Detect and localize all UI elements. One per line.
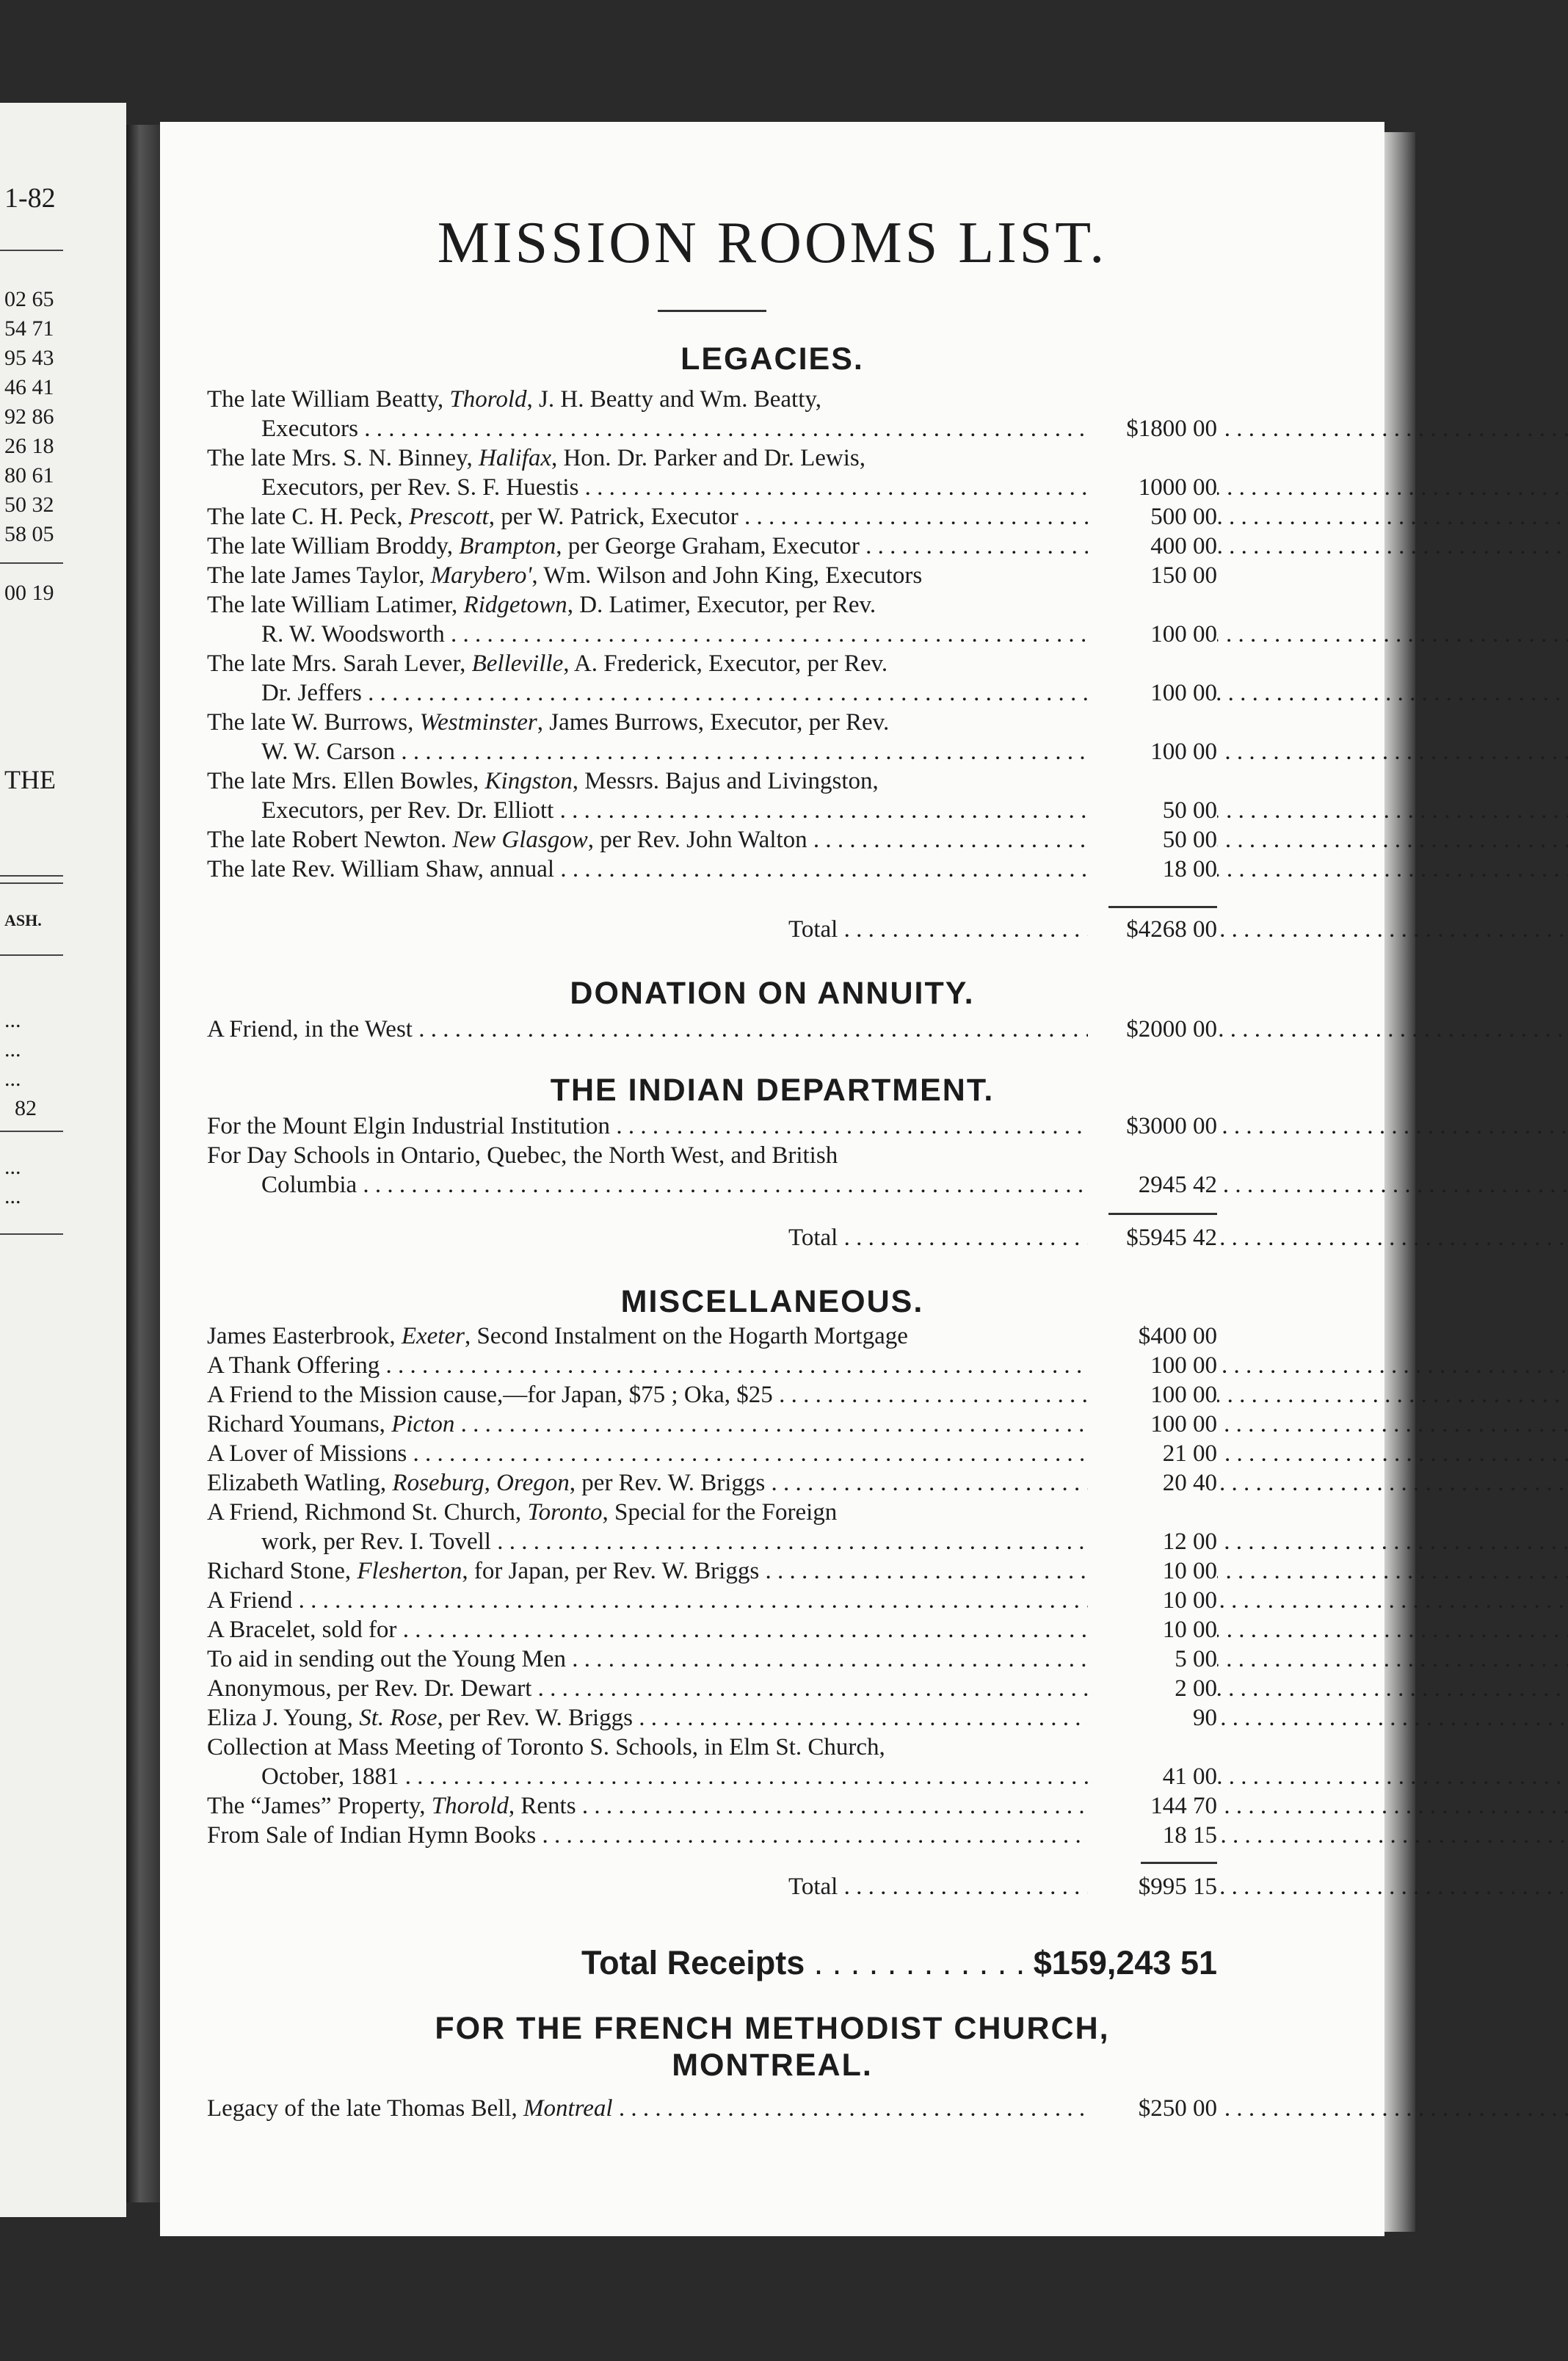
- amount: 90: [1088, 1703, 1217, 1733]
- amount: 50 00: [1088, 825, 1217, 855]
- amount: 500 00: [1088, 502, 1217, 532]
- place-name: Marybero': [430, 562, 532, 589]
- list-item: The late William Broddy, Brampton, per George Graham, Executor . . . 400 00: [207, 532, 1217, 561]
- list-item: A Friend to the Mission cause,—for Japan, $75 ; Oka, $25 . . . 100 00: [207, 1380, 1217, 1410]
- total-label: Total . . .: [788, 915, 1568, 944]
- amount: 144 70: [1088, 1791, 1217, 1821]
- amount: 1000 00: [1088, 473, 1217, 502]
- miscellaneous-heading: MISCELLANEOUS.: [620, 1284, 924, 1319]
- facing-page-header: 1-82: [4, 183, 56, 214]
- list-item: For the Mount Elgin Industrial Institution . . . $3000 00: [207, 1111, 1217, 1141]
- facing-page-number: 95 43: [4, 346, 54, 370]
- facing-page-dots: ...: [4, 1184, 21, 1208]
- list-item: A Friend . . . 10 00: [207, 1586, 1217, 1615]
- amount: 2945 42: [1088, 1170, 1217, 1200]
- list-item: Elizabeth Watling, Roseburg, Oregon, per Rev. W. Briggs . . . 20 40: [207, 1468, 1217, 1498]
- amount: 100 00: [1088, 1410, 1217, 1439]
- list-item: Legacy of the late Thomas Bell, Montreal . . . $250 00: [207, 2094, 1217, 2123]
- place-name: Brampton: [459, 533, 556, 559]
- amount: $250 00: [1088, 2094, 1217, 2123]
- amount: 10 00: [1088, 1615, 1217, 1644]
- list-item: R. W. Woodsworth . . . 100 00: [207, 620, 1217, 649]
- place-name: Roseburg, Oregon: [392, 1470, 570, 1496]
- place-name: New Glasgow: [452, 827, 588, 853]
- facing-page-dots: ...: [4, 1037, 21, 1062]
- place-name: Halifax: [478, 445, 551, 471]
- amount: $1800 00: [1088, 414, 1217, 443]
- amount: 12 00: [1088, 1527, 1217, 1556]
- total-receipts-amount: $159,243 51: [1029, 1943, 1217, 1984]
- facing-page-number: 54 71: [4, 316, 54, 341]
- place-name: Prescott: [408, 504, 489, 530]
- sum-rule: [1108, 906, 1217, 908]
- facing-page-rule: [0, 562, 63, 564]
- facing-page-rule: [0, 1131, 63, 1132]
- facing-page-fragment: [0, 103, 126, 2217]
- facing-page-number: 50 32: [4, 493, 54, 517]
- amount: 150 00: [1088, 561, 1217, 590]
- list-item: The “James” Property, Thorold, Rents . . . 144 70: [207, 1791, 1217, 1821]
- facing-page-number: 26 18: [4, 434, 54, 458]
- place-name: Ridgetown: [463, 592, 567, 618]
- place-name: Westminster: [419, 709, 537, 736]
- list-item: Richard Stone, Flesherton, for Japan, per Rev. W. Briggs . . . 10 00: [207, 1556, 1217, 1586]
- amount: 100 00: [1088, 737, 1217, 766]
- legacies-total-row: [207, 915, 1217, 944]
- place-name: St. Rose: [359, 1705, 438, 1731]
- donation-heading: DONATION ON ANNUITY.: [570, 976, 975, 1011]
- facing-page-subtotal: 00 19: [4, 581, 54, 605]
- total-label: Total . . .: [788, 1223, 1568, 1252]
- amount: 18 15: [1088, 1821, 1217, 1850]
- facing-page-word: THE: [4, 765, 56, 794]
- amount: 18 00: [1088, 855, 1217, 884]
- place-name: Thorold: [431, 1793, 509, 1819]
- facing-page-cash: ASH.: [4, 911, 42, 929]
- list-item: A Thank Offering . . . 100 00: [207, 1351, 1217, 1380]
- list-item: A Friend, in the West . . . $2000 00: [207, 1015, 1217, 1044]
- facing-page-number: 46 41: [4, 375, 54, 399]
- list-item: Eliza J. Young, St. Rose, per Rev. W. Briggs . . . 90: [207, 1703, 1217, 1733]
- amount: 41 00: [1088, 1762, 1217, 1791]
- amount: 10 00: [1088, 1556, 1217, 1586]
- place-name: Picton: [391, 1411, 455, 1437]
- list-item: Executors . . . $1800 00: [207, 414, 1217, 443]
- list-item: The late James Taylor, Marybero', Wm. Wilson and John King, Executors 150 00: [207, 562, 1217, 589]
- place-name: Flesherton: [357, 1558, 462, 1584]
- book-gutter: [126, 125, 160, 2202]
- list-item: The late William Latimer, Ridgetown, D. Latimer, Executor, per Rev.: [207, 592, 876, 618]
- facing-page-number: 82: [15, 1096, 37, 1120]
- place-name: Kingston: [484, 768, 573, 794]
- page-title: MISSION ROOMS LIST.: [437, 211, 1108, 275]
- list-item: Columbia . . . 2945 42: [207, 1170, 1217, 1200]
- list-item: A Bracelet, sold for . . . 10 00: [207, 1615, 1217, 1644]
- list-item: Executors, per Rev. S. F. Huestis . . . 1000 00: [207, 473, 1217, 502]
- amount: 100 00: [1088, 620, 1217, 649]
- document-page: [160, 122, 1384, 2236]
- misc-total: $995 15: [1088, 1872, 1217, 1901]
- list-item: The late W. Burrows, Westminster, James Burrows, Executor, per Rev.: [207, 709, 890, 736]
- amount: $400 00: [1088, 1321, 1217, 1351]
- list-item: A Friend, Richmond St. Church, Toronto, Special for the Foreign: [207, 1499, 838, 1526]
- total-receipts-row: [207, 1943, 1217, 1984]
- list-item: The late C. H. Peck, Prescott, per W. Patrick, Executor . . . 500 00: [207, 502, 1217, 532]
- legacies-total: $4268 00: [1088, 915, 1217, 944]
- facing-page-dots: ...: [4, 1008, 21, 1032]
- legacies-heading: LEGACIES.: [680, 341, 864, 377]
- place-name: Toronto: [527, 1499, 603, 1526]
- amount: $3000 00: [1088, 1111, 1217, 1141]
- amount: $2000 00: [1088, 1015, 1217, 1044]
- list-item: The late Robert Newton. New Glasgow, per Rev. John Walton . . . 50 00: [207, 825, 1217, 855]
- facing-page-number: 80 61: [4, 463, 54, 487]
- list-item: The late Mrs. Ellen Bowles, Kingston, Messrs. Bajus and Livingston,: [207, 768, 879, 794]
- list-item: The late William Beatty, Thorold, J. H. Beatty and Wm. Beatty,: [207, 386, 821, 413]
- title-rule: [658, 310, 766, 312]
- list-item: Anonymous, per Rev. Dr. Dewart . . . 2 00: [207, 1674, 1217, 1703]
- facing-page-rule: [0, 954, 63, 956]
- amount: 400 00: [1088, 532, 1217, 561]
- list-item: October, 1881 . . . 41 00: [207, 1762, 1217, 1791]
- list-item: W. W. Carson . . . 100 00: [207, 737, 1217, 766]
- place-name: Montreal: [523, 2095, 613, 2122]
- indian-department-heading: THE INDIAN DEPARTMENT.: [550, 1073, 995, 1108]
- list-item: Executors, per Rev. Dr. Elliott . . . 50 00: [207, 796, 1217, 825]
- place-name: Thorold: [449, 386, 527, 413]
- place-name: Belleville: [471, 650, 564, 677]
- list-item: The late Rev. William Shaw, annual . . . 18 00: [207, 855, 1217, 884]
- misc-total-row: [207, 1872, 1217, 1901]
- sum-rule: [1141, 1862, 1217, 1864]
- french-church-heading: FOR THE FRENCH METHODIST CHURCH,: [435, 2011, 1110, 2046]
- indian-total: $5945 42: [1088, 1223, 1217, 1252]
- list-item: The late Mrs. Sarah Lever, Belleville, A. Frederick, Executor, per Rev.: [207, 650, 888, 677]
- facing-page-dots: ...: [4, 1067, 21, 1091]
- list-item: To aid in sending out the Young Men . . . 5 00: [207, 1644, 1217, 1674]
- list-item: Dr. Jeffers . . . 100 00: [207, 678, 1217, 708]
- list-item: James Easterbrook, Exeter, Second Instalment on the Hogarth Mortgage $400 00: [207, 1323, 1217, 1349]
- amount: 10 00: [1088, 1586, 1217, 1615]
- sum-rule: [1108, 1213, 1217, 1215]
- total-receipts-label: Total Receipts . . .: [581, 1943, 1213, 1984]
- french-church-heading-city: MONTREAL.: [672, 2048, 873, 2083]
- facing-page-rule: [0, 1233, 63, 1235]
- facing-page-rule: [0, 875, 63, 877]
- amount: 100 00: [1088, 678, 1217, 708]
- list-item: work, per Rev. I. Tovell . . . 12 00: [207, 1527, 1217, 1556]
- list-item: A Lover of Missions . . . 21 00: [207, 1439, 1217, 1468]
- facing-page-number: 58 05: [4, 522, 54, 546]
- list-item: For Day Schools in Ontario, Quebec, the North West, and British: [207, 1142, 838, 1169]
- amount: 20 40: [1088, 1468, 1217, 1498]
- amount: 21 00: [1088, 1439, 1217, 1468]
- facing-page-number: 02 65: [4, 287, 54, 311]
- list-item: Richard Youmans, Picton . . . 100 00: [207, 1410, 1217, 1439]
- facing-page-dots: ...: [4, 1155, 21, 1179]
- list-item: From Sale of Indian Hymn Books . . . 18 15: [207, 1821, 1217, 1850]
- amount: 5 00: [1088, 1644, 1217, 1674]
- amount: 100 00: [1088, 1351, 1217, 1380]
- amount: 100 00: [1088, 1380, 1217, 1410]
- indian-total-row: [207, 1223, 1217, 1252]
- facing-page-rule: [0, 882, 63, 884]
- amount: 50 00: [1088, 796, 1217, 825]
- facing-page-number: 92 86: [4, 405, 54, 429]
- place-name: Exeter: [401, 1323, 465, 1349]
- total-label: Total . . .: [788, 1872, 1568, 1901]
- facing-page-rule: [0, 250, 63, 251]
- amount: 2 00: [1088, 1674, 1217, 1703]
- list-item: The late Mrs. S. N. Binney, Halifax, Hon. Dr. Parker and Dr. Lewis,: [207, 445, 865, 471]
- list-item: Collection at Mass Meeting of Toronto S. Schools, in Elm St. Church,: [207, 1734, 885, 1760]
